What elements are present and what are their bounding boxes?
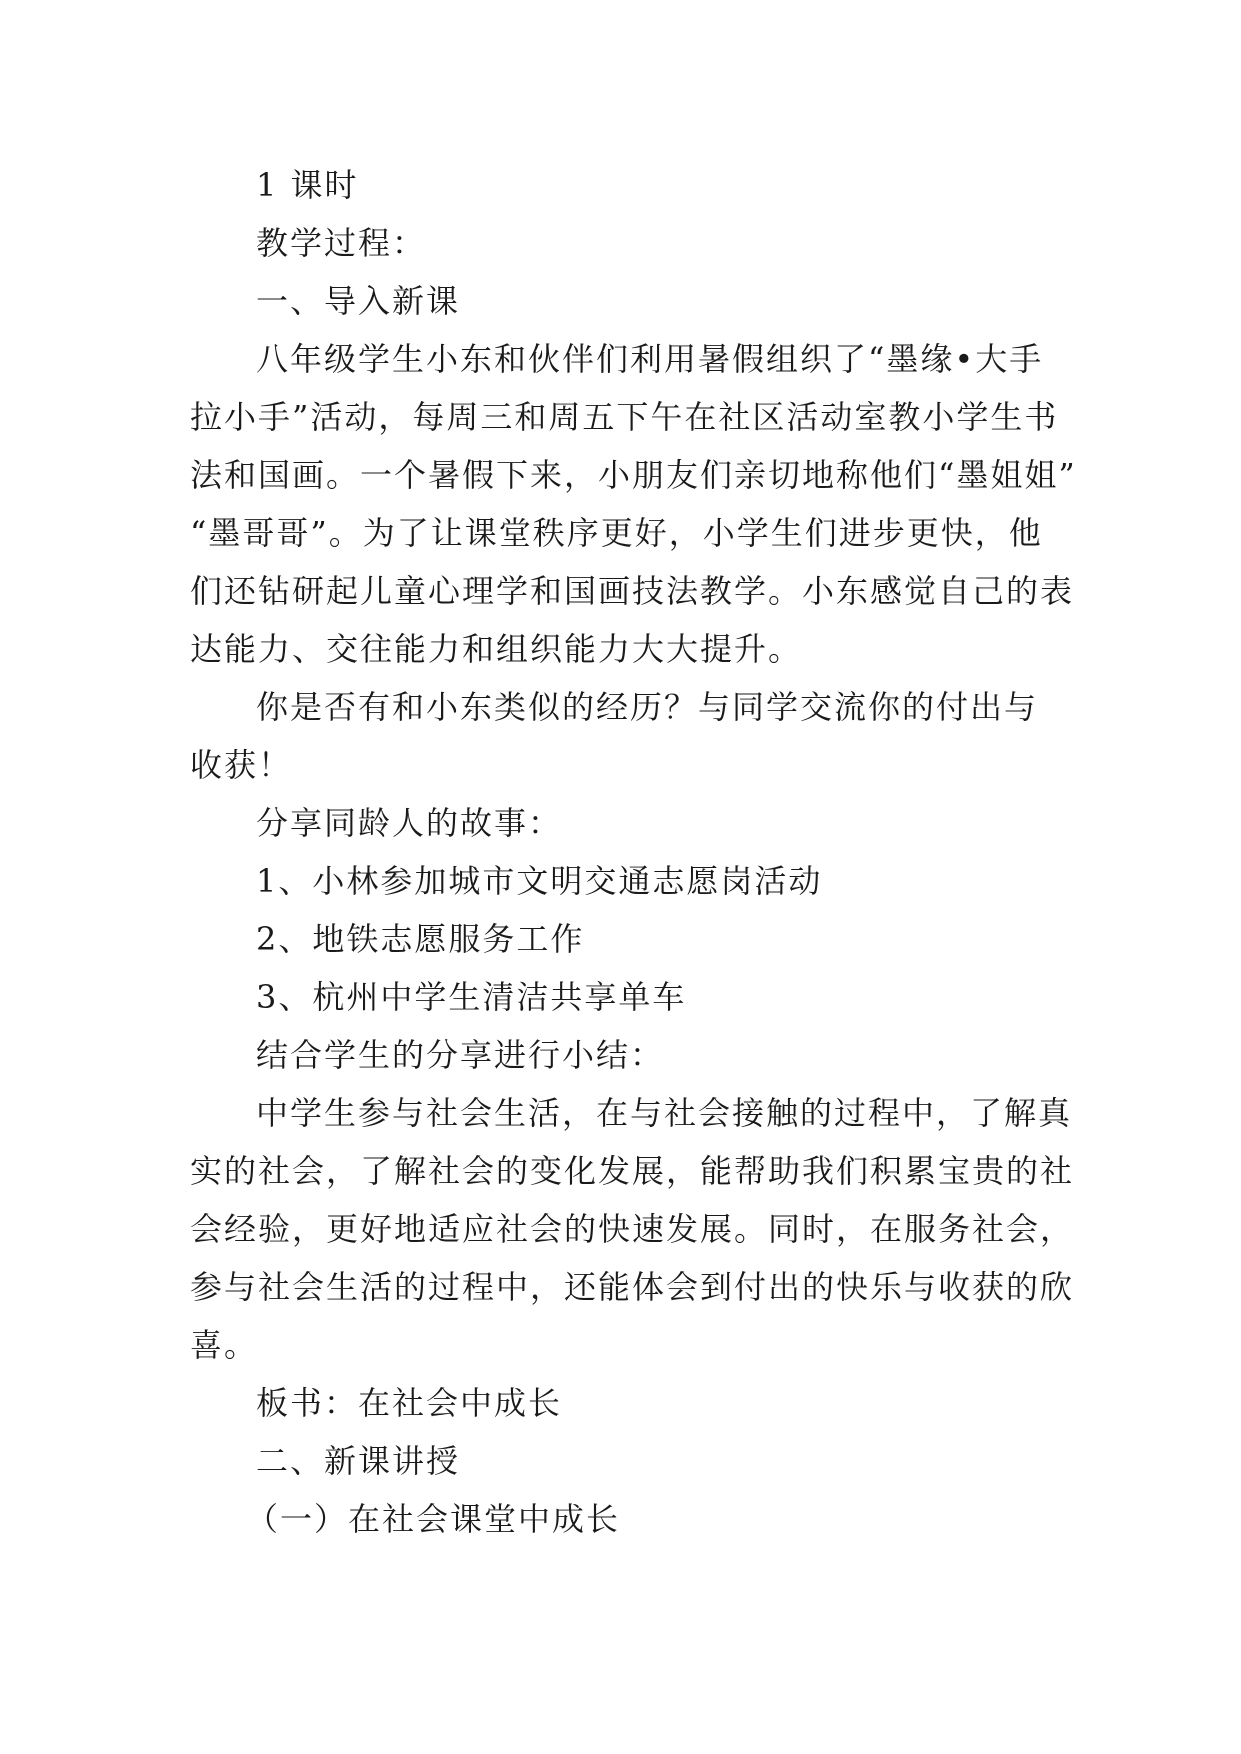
subheading-share-stories: 分享同龄人的故事：: [256, 804, 563, 842]
paragraph-line: 收获！: [190, 746, 293, 784]
section-heading-new-lesson: 二、新课讲授: [256, 1442, 461, 1480]
paragraph-line: 达能力、交往能力和组织能力大大提升。: [190, 630, 803, 668]
paragraph-line: 拉小手”活动，每周三和周五下午在社区活动室教小学生书: [190, 398, 1059, 436]
paragraph-line: 喜。: [190, 1326, 259, 1364]
paragraph-line: 八年级学生小东和伙伴们利用暑假组织了“墨缘•大手: [256, 340, 1044, 378]
subheading-summary: 结合学生的分享进行小结：: [256, 1036, 665, 1074]
paragraph-line: 们还钻研起儿童心理学和国画技法教学。小东感觉自己的表: [190, 572, 1075, 610]
paragraph-line: 实的社会，了解社会的变化发展，能帮助我们积累宝贵的社: [190, 1152, 1075, 1190]
list-item: 3、杭州中学生清洁共享单车: [256, 978, 687, 1016]
paragraph-line: 会经验，更好地适应社会的快速发展。同时，在服务社会，: [190, 1210, 1075, 1248]
paragraph-line: 中学生参与社会生活，在与社会接触的过程中，了解真: [256, 1094, 1073, 1132]
list-item: 2、地铁志愿服务工作: [256, 920, 585, 958]
paragraph-line: 参与社会生活的过程中，还能体会到付出的快乐与收获的欣: [190, 1268, 1075, 1306]
section-heading-intro: 一、导入新课: [256, 282, 461, 320]
section-heading-teaching-process: 教学过程：: [256, 224, 427, 262]
lesson-duration: 1 课时: [256, 166, 359, 204]
board-note: 板书：在社会中成长: [256, 1384, 563, 1422]
subsection-heading: （一）在社会课堂中成长: [246, 1500, 621, 1538]
paragraph-line: 法和国画。一个暑假下来，小朋友们亲切地称他们“墨姐姐”: [190, 456, 1077, 494]
document-body: [190, 156, 1077, 1548]
paragraph-line: 你是否有和小东类似的经历？与同学交流你的付出与: [256, 688, 1039, 726]
paragraph-line: “墨哥哥”。为了让课堂秩序更好，小学生们进步更快，他: [190, 514, 1043, 552]
list-item: 1、小林参加城市文明交通志愿岗活动: [256, 862, 823, 900]
